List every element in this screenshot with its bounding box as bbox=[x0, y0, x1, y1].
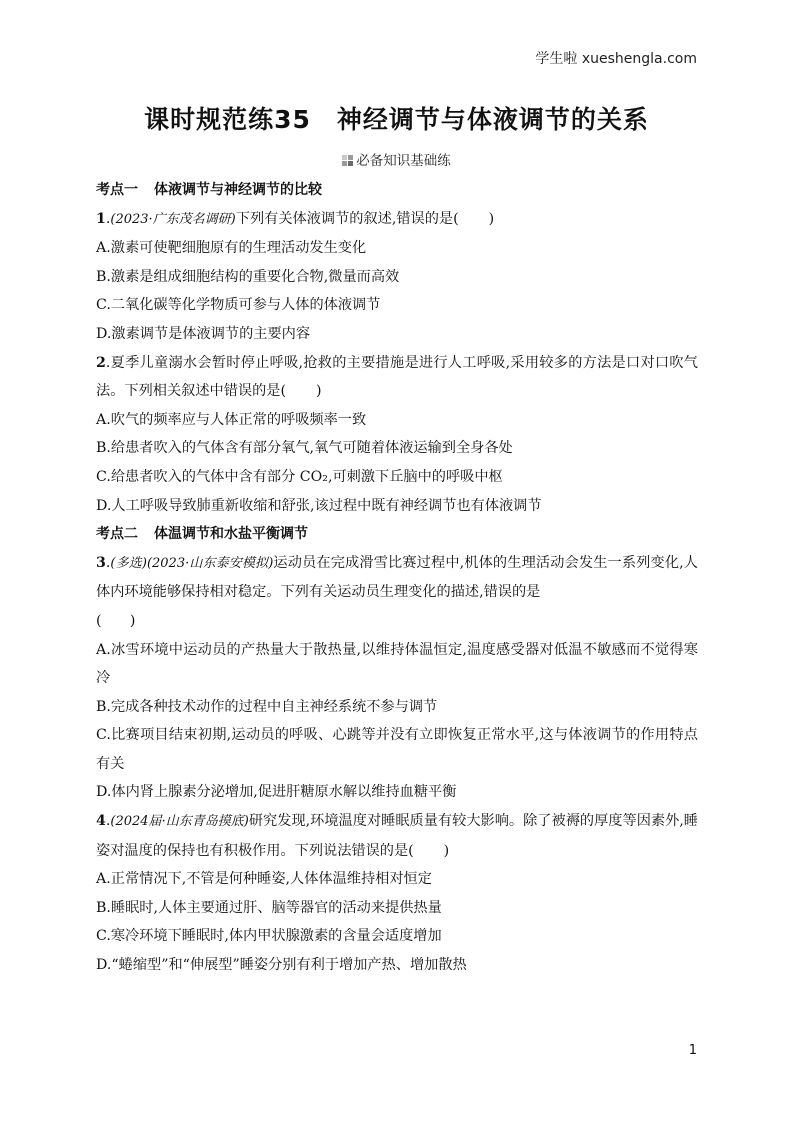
option-4c: C.寒冷环境下睡眠时,体内甲状腺激素的含量会适度增加 bbox=[96, 928, 442, 945]
option-1c: C.二氧化碳等化学物质可参与人体的体液调节 bbox=[96, 297, 381, 314]
option-1b: B.激素是组成细胞结构的重要化合物,微量而高效 bbox=[96, 268, 400, 285]
page-title: 课时规范练35 神经调节与体液调节的关系 bbox=[144, 105, 649, 134]
section-heading: 考点二 体温调节和水盐平衡调节 bbox=[96, 526, 308, 543]
option-1d: D.激素调节是体液调节的主要内容 bbox=[96, 325, 311, 342]
option-3a: A.冰雪环境中运动员的产热量大于散热量,以维持体温恒定,温度感受器对低温不敏感而不觉得寒冷 bbox=[96, 641, 698, 687]
question-2: 2.夏季儿童溺水会暂时停止呼吸,抢救的主要措施是进行人工呼吸,采用较多的方法是口对口吹气法。下列相关叙述中错误的是( ) bbox=[96, 354, 698, 400]
section-heading: 考点一 体液调节与神经调节的比较 bbox=[96, 182, 322, 198]
site-watermark: 学生啦 xueshengla.com bbox=[535, 51, 697, 67]
option-2b: B.给患者吹入的气体含有部分氧气,氧气可随着体液运输到全身各处 bbox=[96, 440, 513, 457]
option-2a: A.吹气的频率应与人体正常的呼吸频率一致 bbox=[96, 411, 367, 428]
question-4: 4.(2024届·山东青岛摸底)研究发现,环境温度对睡眠质量有较大影响。除了被褥的厚度等因素外,睡姿对温度的保持也有积极作用。下列说法错误的是( ) bbox=[96, 813, 698, 859]
option-3b: B.完成各种技术动作的过程中自主神经系统不参与调节 bbox=[96, 698, 438, 715]
option-1a: A.激素可使靶细胞原有的生理活动发生变化 bbox=[96, 240, 367, 257]
option-4b: B.睡眠时,人体主要通过肝、脑等器官的活动来提供热量 bbox=[96, 899, 442, 916]
subtitle-text: 必备知识基础练 bbox=[356, 153, 451, 169]
option-2d: D.人工呼吸导致肺重新收缩和舒张,该过程中既有神经调节也有体液调节 bbox=[96, 497, 542, 514]
question-list bbox=[96, 176, 698, 980]
option-4a: A.正常情况下,不管是何种睡姿,人体体温维持相对恒定 bbox=[96, 871, 432, 888]
option-3d: D.体内肾上腺素分泌增加,促进肝糖原水解以维持血糖平衡 bbox=[96, 784, 457, 801]
question-1: 1.(2023·广东茂名调研)下列有关体液调节的叙述,错误的是( ) bbox=[96, 210, 495, 227]
question-3: 3.(多选)(2023·山东泰安模拟)运动员在完成滑雪比赛过程中,机体的生理活动会发生一系列变化,人体内环境能够保持相对稳定。下列有关运动员生理变化的描述,错误的是 bbox=[96, 554, 698, 601]
square-marker-icon bbox=[342, 155, 353, 166]
section-subtitle bbox=[0, 149, 793, 169]
page-number: 1 bbox=[688, 1043, 697, 1058]
option-4d: D.“蜷缩型”和“伸展型”睡姿分别有利于增加产热、增加散热 bbox=[96, 957, 467, 974]
answer-blank: ( ) bbox=[96, 612, 136, 629]
option-2c: C.给患者吹入的气体中含有部分 CO₂,可刺激下丘脑中的呼吸中枢 bbox=[96, 468, 503, 485]
option-3c: C.比赛项目结束初期,运动员的呼吸、心跳等并没有立即恢复正常水平,这与体液调节的作用特点有关 bbox=[96, 727, 698, 772]
